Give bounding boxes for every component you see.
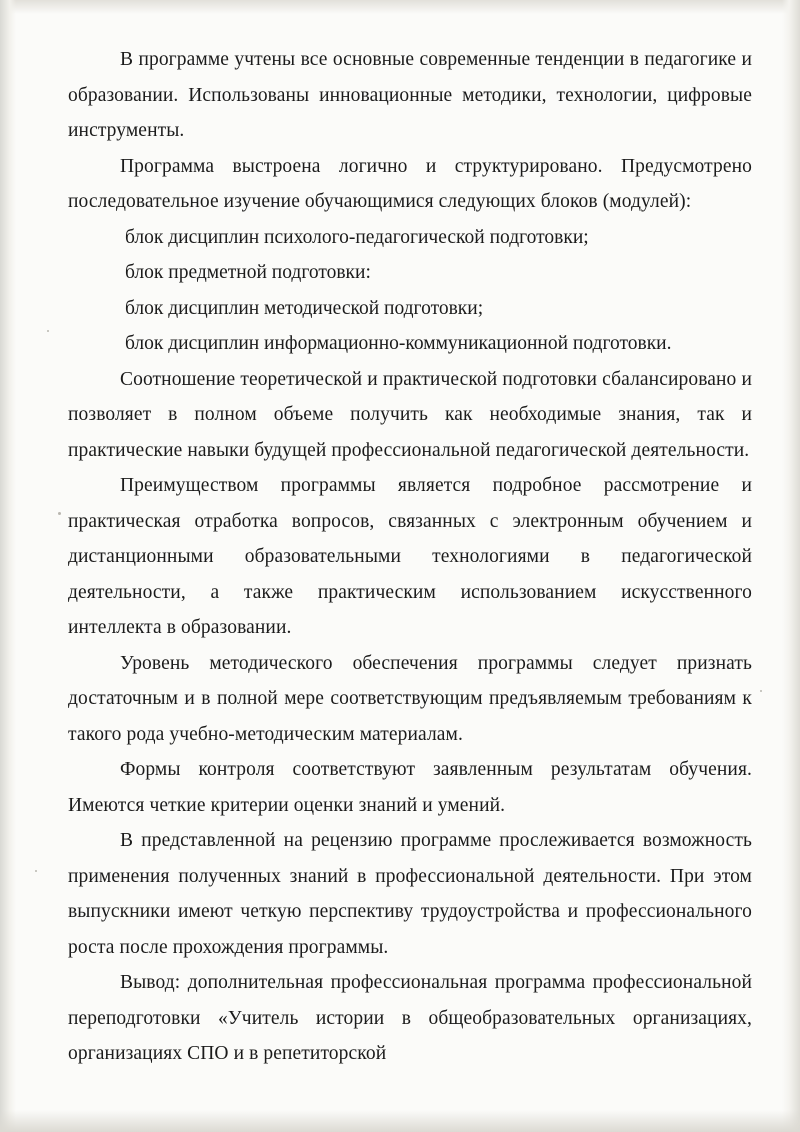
paragraph: В представленной на рецензию программе прослеживается возможность применения полученных знаний в профессиональной деятельности. При этом выпускники имеют четкую перспективу трудоустройства и профессионального роста после прохождения программы. [68,830,752,958]
list-item: блок дисциплин информационно-коммуникационной подготовки. [125,333,672,354]
scan-edge-left [0,0,16,1132]
paragraph: Формы контроля соответствуют заявленным результатам обучения. Имеются четкие критерии оценки знаний и умений. [68,759,752,816]
scan-speck [35,870,37,872]
paragraph: Вывод: дополнительная профессиональная программа профессиональной переподготовки «Учитель истории в общеобразовательных организациях, организациях СПО и в репетиторской [68,972,752,1064]
paragraph: Уровень методического обеспечения программы следует признать достаточным и в полной мере соответствующим предъявляемым требованиям к такого рода учебно-методическим материалам. [68,652,752,745]
scan-edge-right [782,0,800,1132]
scan-edge-top [0,0,800,14]
paragraph: В программе учтены все основные современные тенденции в педагогике и образовании. Использованы инновационные методики, технологии, цифровые инструменты. [68,49,752,141]
scan-speck [47,330,49,332]
list-item: блок дисциплин психолого-педагогической подготовки; [125,226,589,248]
scan-speck [58,512,61,515]
paragraph: Программа выстроена логично и структурировано. Предусмотрено последовательное изучение обучающимися следующих блоков (модулей): [68,155,752,212]
paragraph: Соотношение теоретической и практической подготовки сбалансировано и позволяет в полном объеме получить как необходимые знания, так и практические навыки будущей профессиональной педагогической деятельности. [68,368,752,461]
scan-edge-bottom [0,1110,800,1132]
paragraph: Преимуществом программы является подробное рассмотрение и практическая отработка вопросов, связанных с электронным обучением и дистанционными образовательными технологиями в педагогической деятельности, а также практическим использованием искусственного интеллекта в образовании. [68,475,752,638]
list-item: блок дисциплин методической подготовки; [125,297,484,319]
scan-speck [760,690,762,692]
document-body [68,42,752,1072]
list-item: блок предметной подготовки: [125,262,371,283]
